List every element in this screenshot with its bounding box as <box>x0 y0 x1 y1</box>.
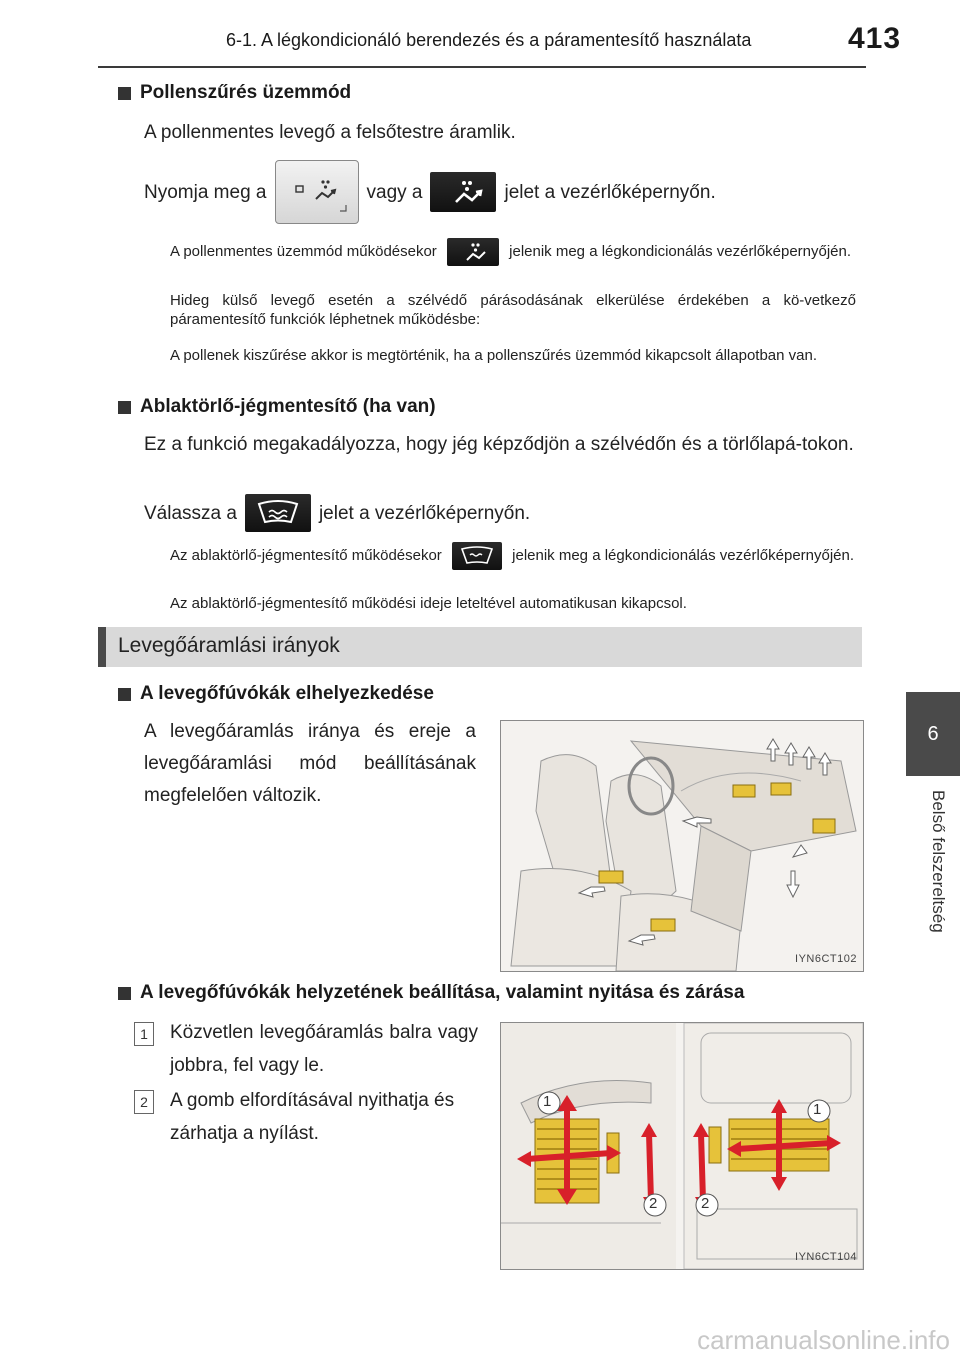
watermark: carmanualsonline.info <box>697 1325 950 1355</box>
item-text: A gomb elfordításával nyithatja és zárhatja a nyílást. <box>170 1090 455 1144</box>
vents-text: A levegőáramlás iránya és ereje a levegőáramlási mód beállításának megfelelően változik. <box>144 721 476 806</box>
chapter-label: Belső felszereltség <box>929 790 948 933</box>
pollen-mode-icon <box>430 172 496 212</box>
wiper-heading <box>118 396 436 418</box>
figure2-code: IYN6CT104 <box>795 1251 857 1263</box>
note1-post: jelenik meg a légkondicionálás vezérlőképernyőjén. <box>512 546 855 564</box>
bullet-square <box>118 401 131 414</box>
wiper-intro: Ez a funkció megakadályozza, hogy jég képződjön a szélvédőn és a törlőlapá-tokon. <box>144 434 854 455</box>
bullet-square <box>118 688 131 701</box>
pollen-button-icon <box>275 160 359 224</box>
press-post: jelet a vezérlőképernyőn. <box>504 181 716 203</box>
vent-adjust-figure <box>500 1022 864 1270</box>
adjust-heading <box>118 982 744 1004</box>
pollen-mode-icon-small <box>447 238 499 266</box>
header-rule <box>98 66 866 68</box>
pollen-note-3: A pollenek kiszűrése akkor is megtörténik, ha a pollenszűrés üzemmód kikapcsolt állapotban van. <box>170 347 818 364</box>
select-pre: Válassza a <box>144 502 237 524</box>
figure1-code: IYN6CT102 <box>795 953 857 965</box>
pollen-note-1 <box>170 238 856 266</box>
running-header: 6-1. A légkondicionáló berendezés és a páramentesítő használata <box>226 30 752 50</box>
page-number: 413 <box>848 22 902 55</box>
note1-pre: A pollenmentes üzemmód működésekor <box>170 242 437 260</box>
select-post: jelet a vezérlőképernyőn. <box>318 502 531 524</box>
car-interior-figure <box>500 720 864 972</box>
press-mid: vagy a <box>366 181 423 203</box>
wiper-deicer-icon-small <box>452 542 502 570</box>
bullet-square <box>118 87 131 100</box>
callout-2-right: 2 <box>701 1195 710 1212</box>
vents-heading-text: A levegőfúvókák elhelyezkedése <box>140 683 434 704</box>
callout-1-left: 1 <box>543 1093 552 1110</box>
note1-pre: Az ablaktörlő-jégmentesítő működésekor <box>170 546 442 564</box>
pollen-press-line <box>144 160 716 224</box>
callout-2-left: 2 <box>649 1195 658 1212</box>
wiper-note-2: Az ablaktörlő-jégmentesítő működési ideje leteltével automatikusan kikapcsol. <box>170 595 687 612</box>
press-pre: Nyomja meg a <box>144 181 267 203</box>
callout-1-right: 1 <box>813 1101 822 1118</box>
bullet-square <box>118 987 131 1000</box>
adjust-heading-text: A levegőfúvókák helyzetének beállítása, valamint nyitása és zárása <box>140 982 745 1003</box>
pollen-heading <box>118 82 351 104</box>
item-number: 2 <box>134 1090 154 1114</box>
wiper-heading-text: Ablaktörlő-jégmentesítő (ha van) <box>140 396 436 417</box>
vents-heading <box>118 683 434 705</box>
item-text: Közvetlen levegőáramlás balra vagy jobbra, fel vagy le. <box>170 1022 478 1076</box>
section-bar-airflow <box>98 627 862 667</box>
pollen-intro: A pollenmentes levegő a felsőtestre áramlik. <box>144 122 516 143</box>
pollen-heading-text: Pollenszűrés üzemmód <box>140 82 352 103</box>
item-number: 1 <box>134 1022 154 1046</box>
wiper-select-line <box>144 494 530 532</box>
pollen-note-2: Hideg külső levegő esetén a szélvédő párásodásának elkerülése érdekében a kö-vetkező páramentesítő funkciók léphetnek működésbe: <box>170 292 856 328</box>
list-item <box>134 1090 154 1114</box>
wiper-deicer-icon <box>245 494 311 532</box>
list-item <box>134 1022 154 1046</box>
wiper-note-1 <box>170 542 856 570</box>
section-title: Levegőáramlási irányok <box>118 634 340 657</box>
chapter-tab[interactable]: 6 <box>906 692 960 776</box>
note1-post: jelenik meg a légkondicionálás vezérlőképernyőjén. <box>509 242 852 260</box>
